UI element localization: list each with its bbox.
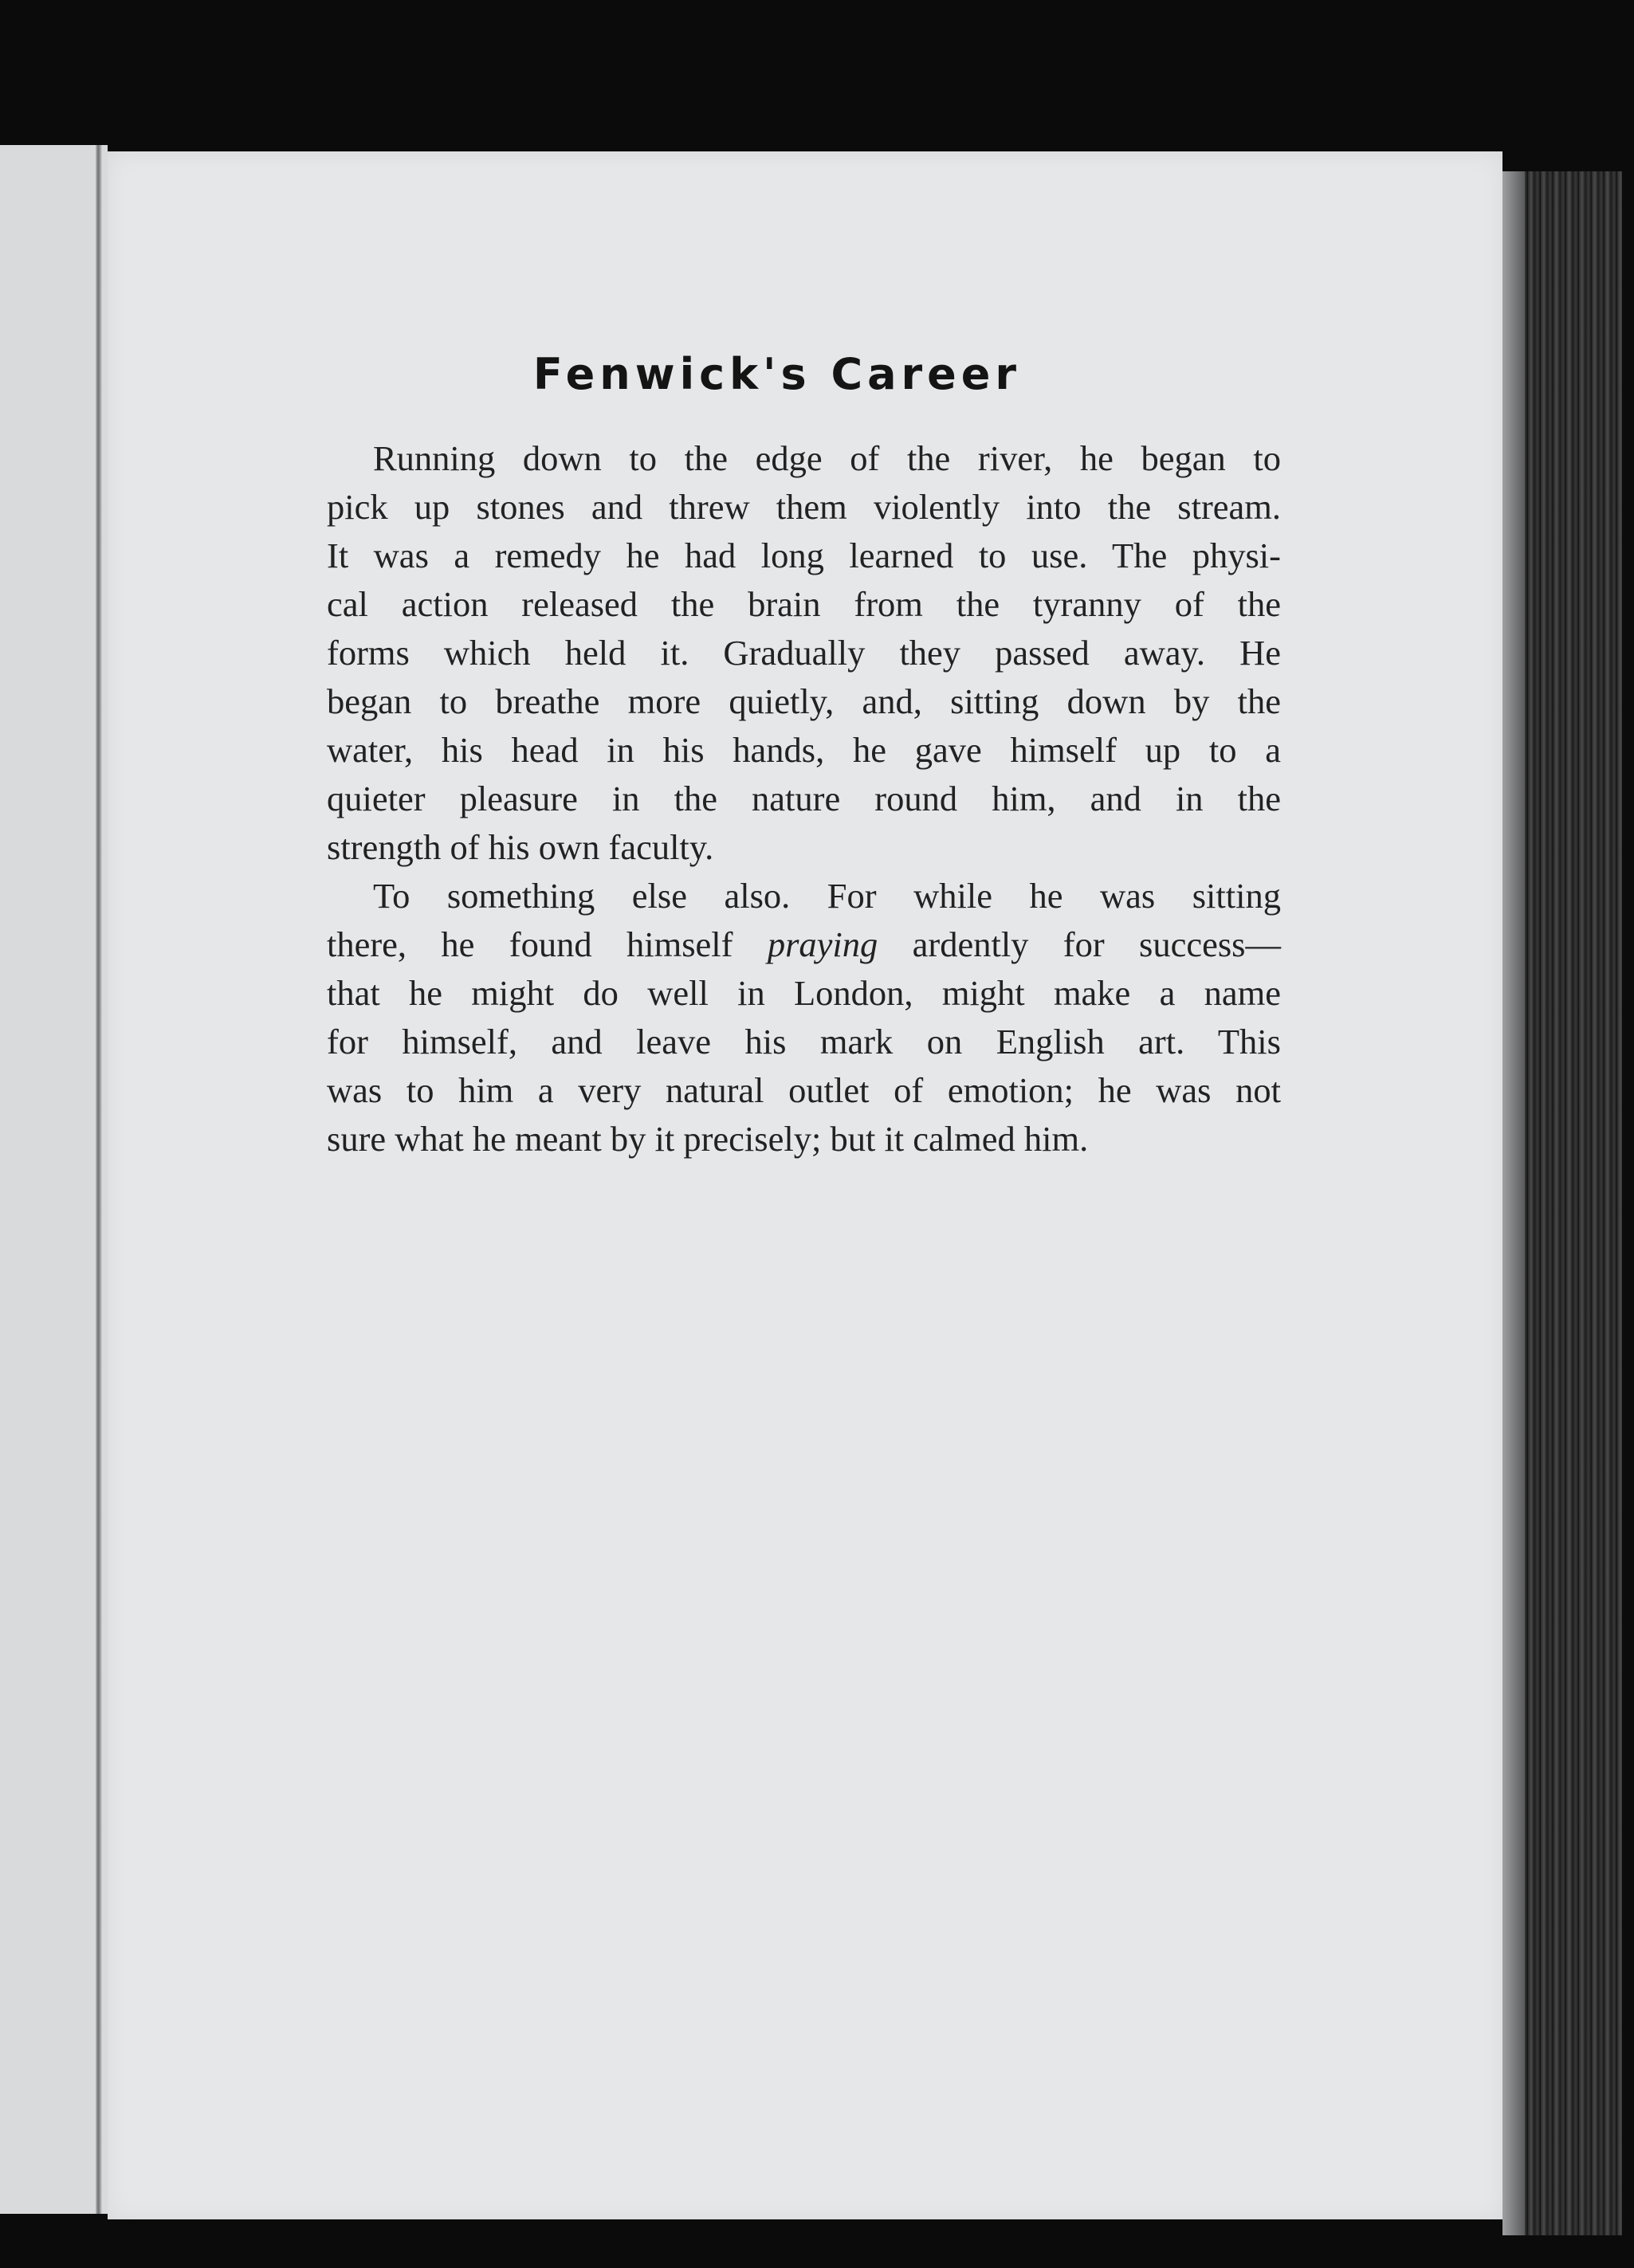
text-line: To something else also. For while he was sitting bbox=[373, 876, 1281, 916]
page-body-text bbox=[281, 434, 1281, 1163]
text-line: cal action released the brain from the tyranny of the bbox=[327, 584, 1281, 624]
text-line: water, his head in his hands, he gave himself up to a bbox=[327, 730, 1281, 770]
facing-page bbox=[0, 145, 108, 2214]
text-line: Running down to the edge of the river, he began to bbox=[373, 438, 1281, 478]
paragraph bbox=[281, 872, 1281, 1163]
text-line: quieter pleasure in the nature round him, and in the bbox=[327, 779, 1281, 818]
text-line: It was a remedy he had long learned to use. The physi- bbox=[327, 536, 1281, 575]
text-line: pick up stones and threw them violently into the stream. bbox=[327, 487, 1281, 527]
text-line: for himself, and leave his mark on English art. This bbox=[327, 1022, 1281, 1061]
text-line: strength of his own faculty. bbox=[327, 827, 714, 867]
running-head-title: Fenwick's Career bbox=[532, 349, 1022, 399]
text-line: forms which held it. Gradually they passed away. He bbox=[327, 633, 1281, 673]
text-line: that he might do well in London, might make a name bbox=[327, 973, 1281, 1013]
text-line: began to breathe more quietly, and, sitting down by the bbox=[327, 681, 1281, 721]
text-line: sure what he meant by it precisely; but it calmed him. bbox=[327, 1119, 1089, 1159]
page-edges bbox=[1502, 171, 1622, 2235]
paragraph bbox=[281, 434, 1281, 872]
text-line: there, he found himself praying ardently for success— bbox=[327, 924, 1281, 964]
book-gutter bbox=[96, 145, 102, 2214]
italic-emphasis: praying bbox=[767, 924, 878, 964]
text-line: was to him a very natural outlet of emotion; he was not bbox=[327, 1070, 1281, 1110]
